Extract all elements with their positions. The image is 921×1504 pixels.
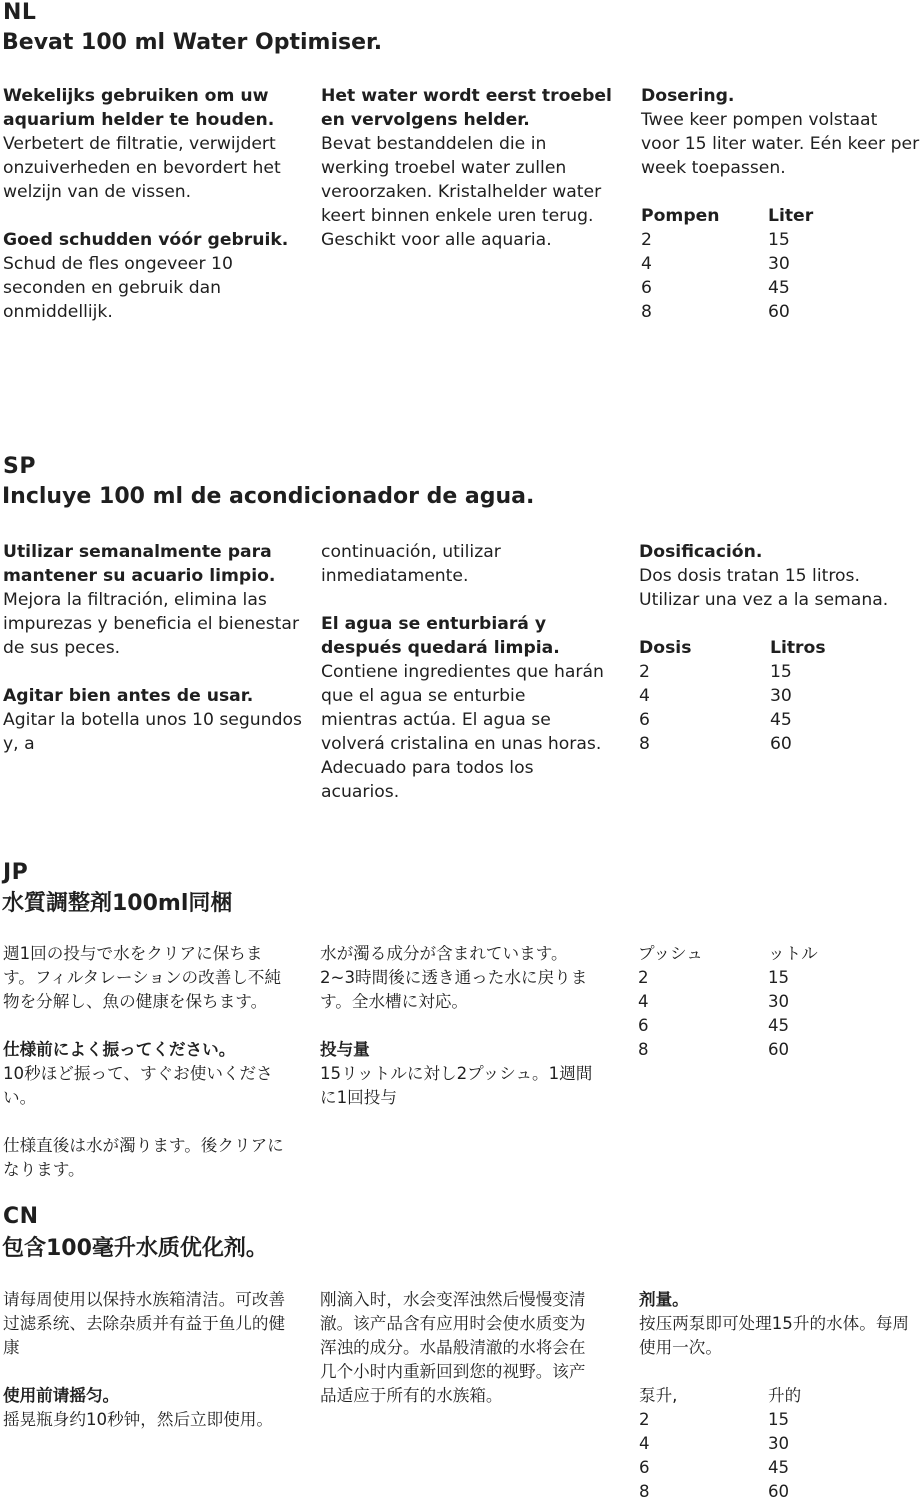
table-cell: 2 — [639, 662, 650, 682]
paragraph — [3, 1288, 288, 1360]
paragraph-heading: Het water wordt eerst troebel en vervolgens helder. — [321, 86, 612, 130]
table-cell: 15 — [768, 968, 790, 987]
table-header: Pompen — [641, 206, 720, 226]
language-code: NL — [3, 0, 37, 25]
paragraph — [3, 1038, 288, 1110]
paragraph — [320, 1288, 590, 1408]
table-cell: 60 — [768, 1482, 790, 1501]
dosage-table — [639, 636, 919, 756]
table-cell: 45 — [768, 1016, 790, 1035]
paragraph-text: Bevat bestanddelen die in werking troebel water zullen veroorzaken. Kristalhelder water keert binnen enkele uren terug. Geschikt voor alle aquaria. — [321, 134, 602, 250]
paragraph — [320, 1038, 600, 1110]
dosage-text: Dos dosis tratan 15 litros. Utilizar una vez a la semana. — [639, 566, 889, 610]
table-cell: 30 — [768, 254, 790, 274]
paragraph-text: Verbetert de filtratie, verwijdert onzuiverheden en bevordert het welzijn van de vissen. — [3, 134, 281, 202]
table-cell: 60 — [768, 1040, 790, 1059]
table-cell: 4 — [639, 1434, 650, 1453]
table-cell: 2 — [638, 968, 649, 987]
table-cell: 30 — [770, 686, 792, 706]
section-title: Incluye 100 ml de acondicionador de agua. — [2, 484, 535, 509]
column-3 — [639, 540, 919, 756]
dosage-text: 按压两泵即可处理15升的水体。每周使用一次。 — [639, 1314, 910, 1357]
section-title: 包含100毫升水质优化剂。 — [2, 1236, 268, 1261]
dosage-heading: Dosering. — [641, 86, 735, 106]
column-3 — [639, 1288, 919, 1504]
paragraph-text: Agitar la botella unos 10 segundos y, a — [3, 710, 302, 754]
paragraph-heading: Goed schudden vóór gebruik. — [3, 230, 289, 250]
paragraph-text: continuación, utilizar inmediatamente. — [321, 542, 501, 586]
table-cell: 15 — [768, 230, 790, 250]
dosage-paragraph — [641, 84, 921, 180]
column-2 — [320, 1288, 590, 1408]
paragraph — [3, 942, 288, 1014]
paragraph — [3, 228, 303, 324]
table-cell: 8 — [639, 734, 650, 754]
table-header: Liter — [768, 206, 814, 226]
paragraph-heading: 仕様前によく振ってください。 — [3, 1040, 236, 1059]
table-cell: 6 — [641, 278, 652, 298]
paragraph-heading: Wekelijks gebruiken om uw aquarium helder te houden. — [3, 86, 275, 130]
column-2 — [320, 942, 600, 1110]
table-cell: 8 — [641, 302, 652, 322]
paragraph-heading: 使用前请摇匀。 — [3, 1386, 120, 1405]
language-code: JP — [3, 860, 29, 885]
dosage-heading: Dosificación. — [639, 542, 763, 562]
column-1 — [3, 540, 303, 756]
paragraph-text: Contiene ingredientes que harán que el agua se enturbie mientras actúa. El agua se volverá cristalina en unas horas. Adecuado para todos los acuarios. — [321, 662, 604, 802]
table-cell: 4 — [639, 686, 650, 706]
table-cell: 15 — [768, 1410, 790, 1429]
section-title: Bevat 100 ml Water Optimiser. — [2, 30, 383, 55]
dosage-paragraph — [639, 1288, 919, 1360]
dosage-table — [639, 1384, 919, 1504]
dosage-table — [638, 942, 918, 1062]
column-3 — [641, 84, 921, 324]
dosage-heading: 剂量。 — [639, 1290, 689, 1309]
paragraph — [321, 612, 606, 804]
table-header: プッシュ — [638, 944, 703, 963]
table-header: 泵升, — [639, 1386, 678, 1405]
table-cell: 4 — [638, 992, 649, 1011]
table-cell: 45 — [770, 710, 792, 730]
column-1 — [3, 1288, 288, 1432]
table-header: ットル — [768, 944, 818, 963]
table-cell: 60 — [770, 734, 792, 754]
table-cell: 8 — [639, 1482, 650, 1501]
table-cell: 45 — [768, 278, 790, 298]
paragraph — [3, 684, 303, 756]
paragraph — [321, 540, 606, 588]
paragraph — [320, 942, 600, 1014]
table-cell: 6 — [639, 710, 650, 730]
paragraph-text: 摇晃瓶身约10秒钟，然后立即使用。 — [3, 1410, 274, 1429]
paragraph-text: 10秒ほど振って、すぐお使いください。 — [3, 1064, 273, 1107]
paragraph-heading: Agitar bien antes de usar. — [3, 686, 254, 706]
paragraph-text: 请每周使用以保持水族箱清洁。可改善过滤系统、去除杂质并有益于鱼儿的健康 — [3, 1290, 286, 1357]
section-title: 水質調整剤100ml同梱 — [2, 891, 233, 916]
table-cell: 30 — [768, 992, 790, 1011]
table-cell: 15 — [770, 662, 792, 682]
paragraph — [3, 1134, 288, 1182]
paragraph-text: Mejora la filtración, elimina las impurezas y beneficia el bienestar de sus peces. — [3, 590, 300, 658]
table-header: Litros — [770, 638, 826, 658]
dosage-paragraph — [639, 540, 919, 612]
column-2 — [321, 84, 617, 252]
paragraph-heading: 投与量 — [320, 1040, 370, 1059]
table-cell: 45 — [768, 1458, 790, 1477]
language-code: SP — [3, 454, 36, 479]
table-header: Dosis — [639, 638, 692, 658]
column-1 — [3, 84, 303, 324]
table-cell: 2 — [641, 230, 652, 250]
paragraph — [3, 84, 303, 204]
table-cell: 2 — [639, 1410, 650, 1429]
table-cell: 4 — [641, 254, 652, 274]
paragraph — [321, 84, 617, 252]
paragraph-text: 仕様直後は水が濁ります。後クリアになります。 — [3, 1136, 284, 1179]
table-cell: 60 — [768, 302, 790, 322]
column-3 — [638, 942, 918, 1062]
dosage-text: Twee keer pompen volstaat voor 15 liter water. Eén keer per week toepassen. — [641, 110, 920, 178]
paragraph-text: 刚滴入时，水会变浑浊然后慢慢变清澈。该产品含有应用时会使水质变为浑浊的成分。水晶般清澈的水将会在几个小时内重新回到您的视野。该产品适应于所有的水族箱。 — [320, 1290, 586, 1405]
column-2 — [321, 540, 606, 804]
table-header: 升的 — [768, 1386, 802, 1405]
paragraph — [3, 540, 303, 660]
paragraph-text: 水が濁る成分が含まれています。2~3時間後に透き通った水に戻ります。全水槽に対応。 — [320, 944, 588, 1011]
language-code: CN — [3, 1204, 39, 1229]
table-cell: 8 — [638, 1040, 649, 1059]
paragraph-text: 15リットルに対し2プッシュ。1週間に1回投与 — [320, 1064, 593, 1107]
column-1 — [3, 942, 288, 1182]
paragraph-heading: Utilizar semanalmente para mantener su acuario limpio. — [3, 542, 276, 586]
paragraph — [3, 1384, 288, 1432]
table-cell: 30 — [768, 1434, 790, 1453]
paragraph-text: 週1回の投与で水をクリアに保ちます。フィルタレーションの改善し不純物を分解し、魚の健康を保ちます。 — [3, 944, 282, 1011]
paragraph-text: Schud de fles ongeveer 10 seconden en gebruik dan onmiddellijk. — [3, 254, 233, 322]
table-cell: 6 — [639, 1458, 650, 1477]
paragraph-heading: El agua se enturbiará y después quedará limpia. — [321, 614, 560, 658]
table-cell: 6 — [638, 1016, 649, 1035]
dosage-table — [641, 204, 921, 324]
